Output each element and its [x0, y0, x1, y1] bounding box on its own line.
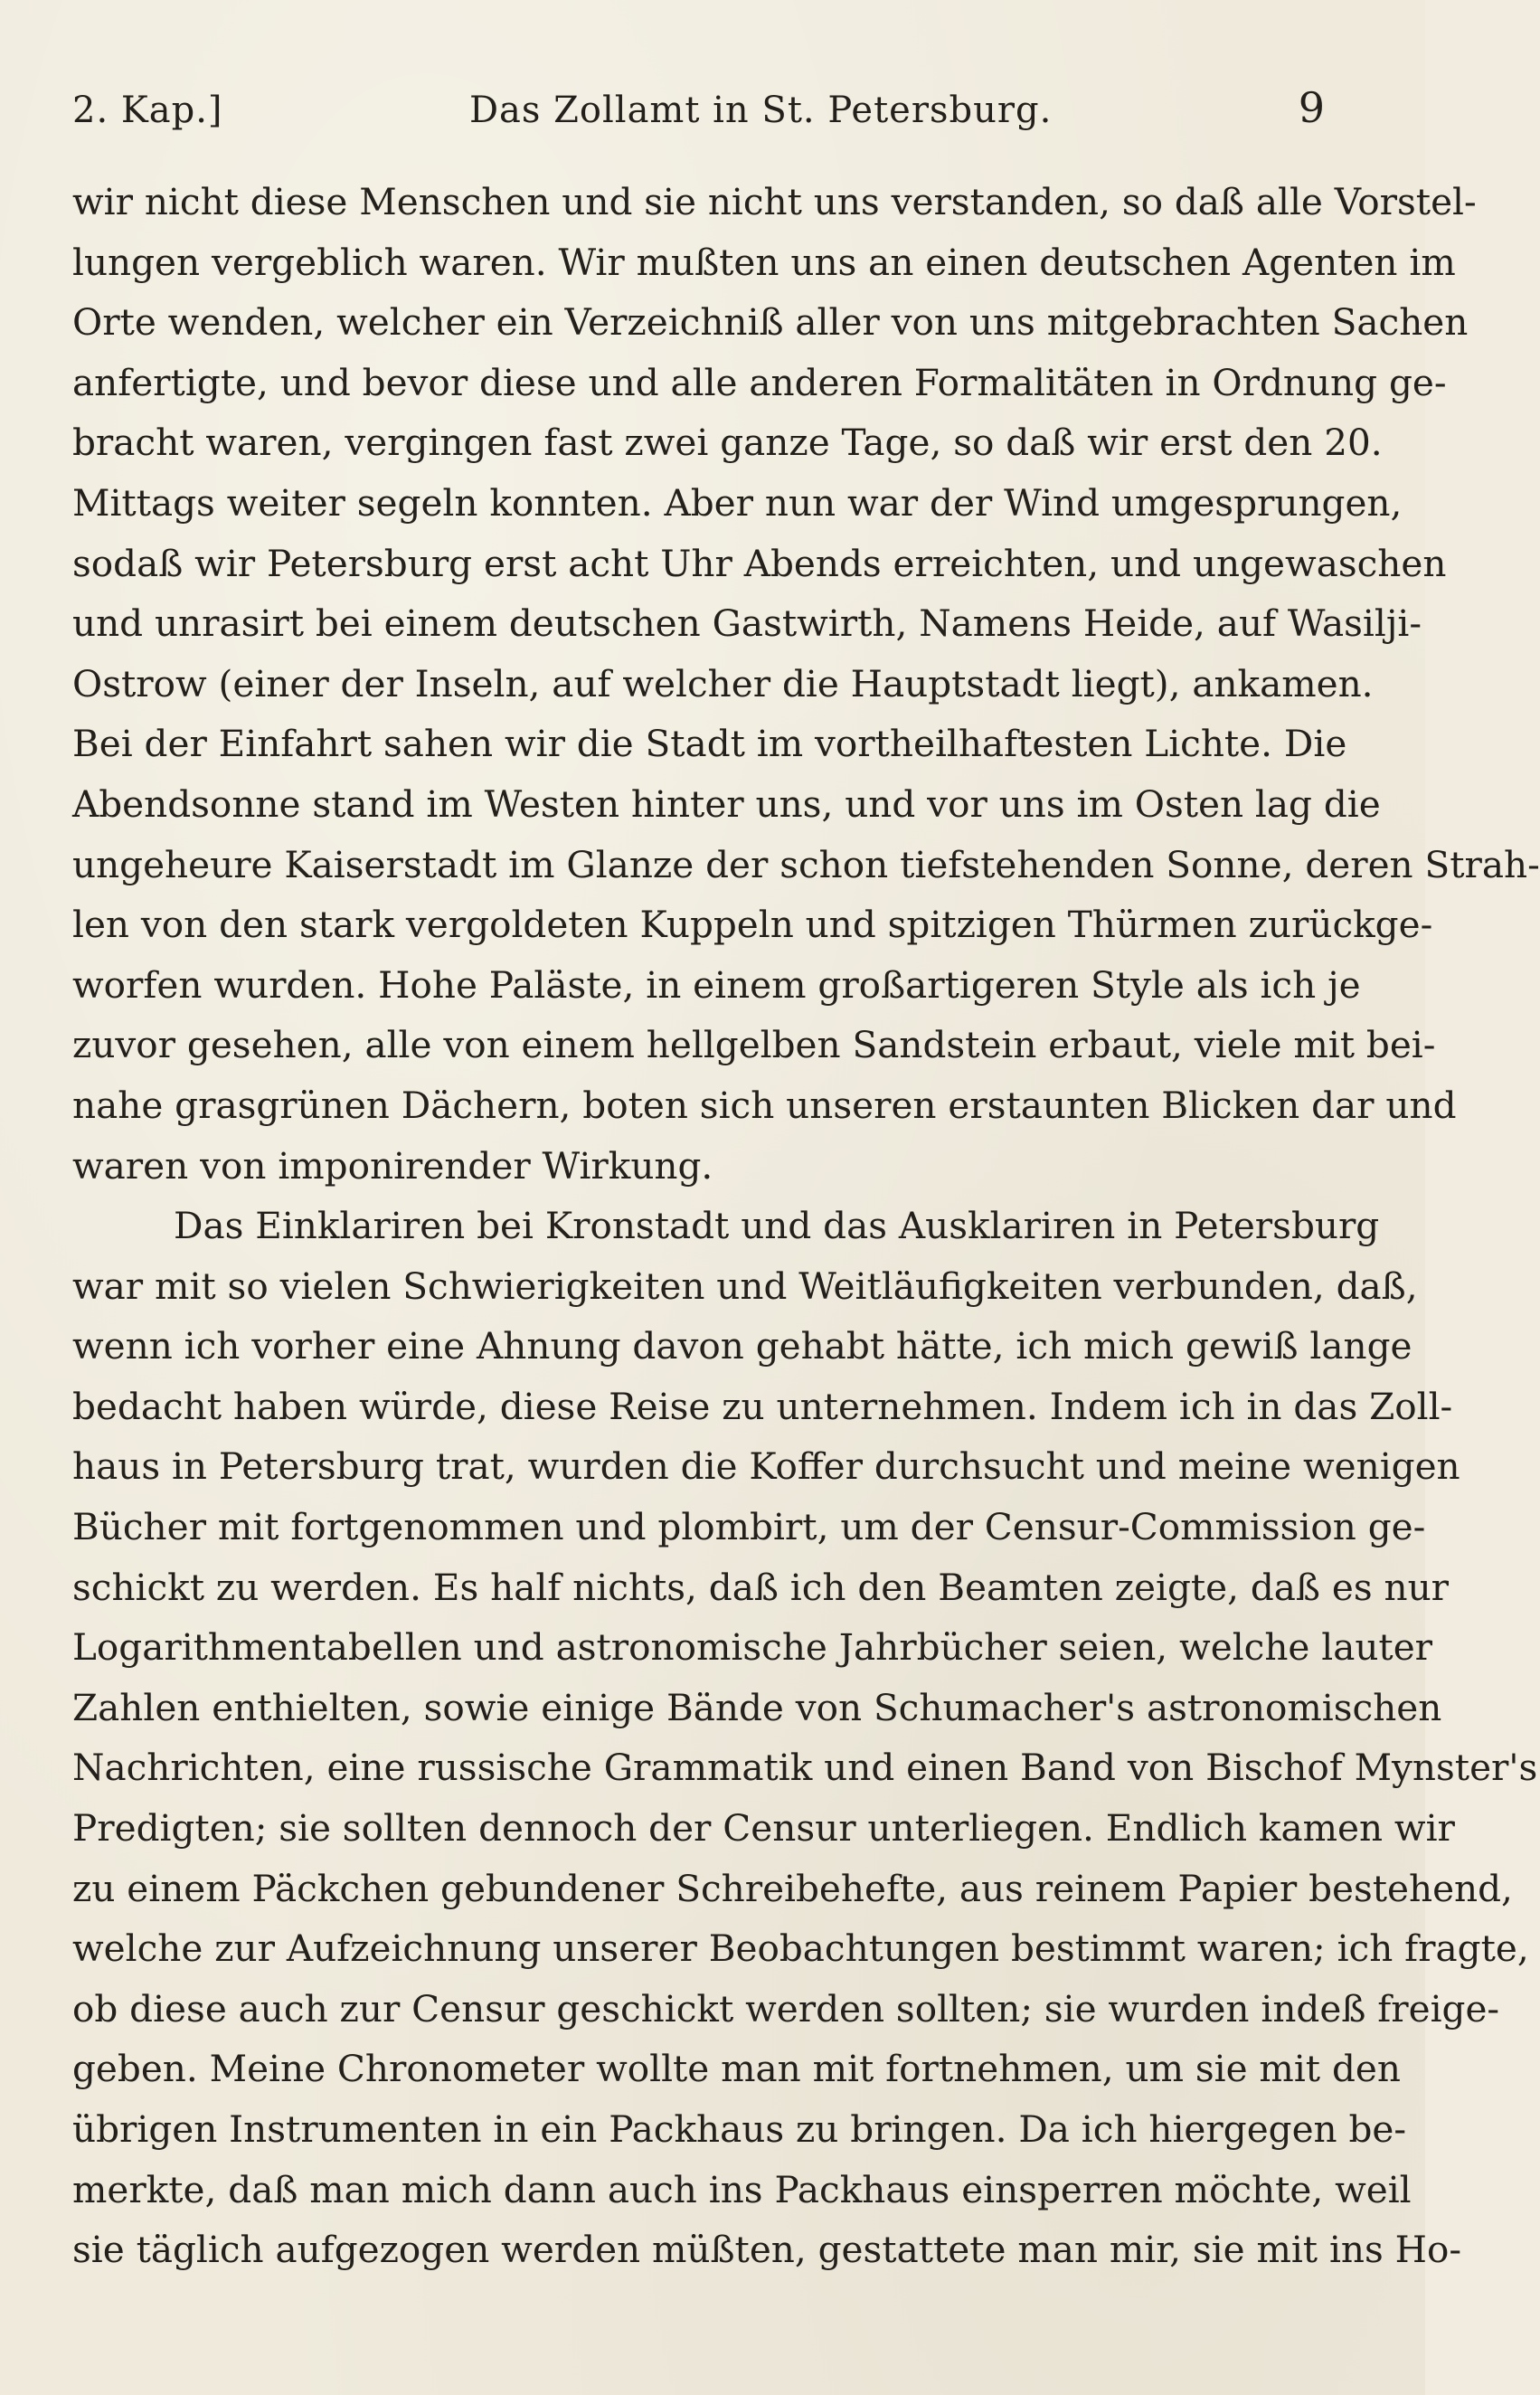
- text-line: Bei der Einfahrt sahen wir die Stadt im vortheilhaftesten Lichte. Die: [72, 722, 1347, 766]
- text-line: worfen wurden. Hohe Paläste, in einem großartigeren Style als ich je: [72, 962, 1361, 1007]
- running-title: Das Zollamt in St. Petersburg.: [468, 90, 1053, 131]
- text-line: war mit so vielen Schwierigkeiten und Weitläufigkeiten verbunden, daß,: [72, 1264, 1418, 1308]
- text-line: Das Einklariren bei Kronstadt und das Ausklariren in Petersburg: [174, 1204, 1380, 1248]
- text-line: haus in Petersburg trat, wurden die Koffer durchsucht und meine wenigen: [72, 1444, 1460, 1489]
- text-line: Zahlen enthielten, sowie einige Bände von Schumacher's astronomischen: [72, 1685, 1442, 1729]
- text-line: welche zur Aufzeichnung unserer Beobachtungen bestimmt waren; ich fragte,: [72, 1926, 1529, 1971]
- text-line: bedacht haben würde, diese Reise zu unternehmen. Indem ich in das Zoll-: [72, 1384, 1453, 1428]
- text-line: wenn ich vorher eine Ahnung davon gehabt hätte, ich mich gewiß lange: [72, 1324, 1412, 1368]
- text-line: Bücher mit fortgenommen und plombirt, um der Censur-Commission ge-: [72, 1505, 1426, 1549]
- text-line: sie täglich aufgezogen werden müßten, gestattete man mir, sie mit ins Ho-: [72, 2228, 1462, 2272]
- running-header: [72, 83, 1326, 137]
- text-line: Orte wenden, welcher ein Verzeichniß aller von uns mitgebrachten Sachen: [72, 300, 1469, 345]
- text-line: len von den stark vergoldeten Kuppeln und spitzigen Thürmen zurückge-: [72, 903, 1433, 947]
- text-line: anfertigte, und bevor diese und alle anderen Formalitäten in Ordnung ge-: [72, 360, 1447, 404]
- paragraph: [72, 172, 1540, 1196]
- text-line: waren von imponirender Wirkung.: [72, 1143, 713, 1188]
- text-line: nahe grasgrünen Dächern, boten sich unseren erstaunten Blicken dar und: [72, 1083, 1457, 1127]
- text-line: Nachrichten, eine russische Grammatik und einen Band von Bischof Mynster's: [72, 1746, 1538, 1790]
- text-line: merkte, daß man mich dann auch ins Packhaus einsperren möchte, weil: [72, 2167, 1412, 2211]
- chapter-label: 2. Kap.]: [72, 90, 223, 131]
- text-line: zu einem Päckchen gebundener Schreibehefte, aus reinem Papier bestehend,: [72, 1866, 1513, 1910]
- text-line: Predigten; sie sollten dennoch der Censur unterliegen. Endlich kamen wir: [72, 1806, 1455, 1851]
- text-line: ob diese auch zur Censur geschickt werden sollten; sie wurden indeß freige-: [72, 1986, 1500, 2031]
- text-line: Ostrow (einer der Inseln, auf welcher die Hauptstadt liegt), ankamen.: [72, 661, 1374, 705]
- page-number: 9: [1298, 83, 1326, 132]
- text-line: Mittags weiter segeln konnten. Aber nun war der Wind umgesprungen,: [72, 480, 1403, 525]
- text-line: zuvor gesehen, alle von einem hellgelben Sandstein erbaut, viele mit bei-: [72, 1023, 1436, 1067]
- text-line: ungeheure Kaiserstadt im Glanze der schon tiefstehenden Sonne, deren Strah-: [72, 842, 1540, 886]
- text-line: übrigen Instrumenten in ein Packhaus zu bringen. Da ich hiergegen be-: [72, 2107, 1407, 2151]
- text-line: Abendsonne stand im Westen hinter uns, und vor uns im Osten lag die: [72, 781, 1381, 826]
- paragraph: [72, 1196, 1538, 2280]
- text-line: wir nicht diese Menschen und sie nicht uns verstanden, so daß alle Vorstel-: [72, 180, 1477, 223]
- page-body: [72, 172, 1540, 2280]
- text-line: geben. Meine Chronometer wollte man mit fortnehmen, um sie mit den: [72, 2047, 1401, 2091]
- text-line: sodaß wir Petersburg erst acht Uhr Abends erreichten, und ungewaschen: [72, 541, 1447, 585]
- text-line: Logarithmentabellen und astronomische Jahrbücher seien, welche lauter: [72, 1625, 1433, 1670]
- text-line: lungen vergeblich waren. Wir mußten uns an einen deutschen Agenten im: [72, 240, 1456, 284]
- text-line: und unrasirt bei einem deutschen Gastwirth, Namens Heide, auf Wasilji-: [72, 601, 1422, 646]
- text-line: schickt zu werden. Es half nichts, daß ich den Beamten zeigte, daß es nur: [72, 1565, 1450, 1609]
- text-line: bracht waren, vergingen fast zwei ganze Tage, so daß wir erst den 20.: [72, 421, 1383, 465]
